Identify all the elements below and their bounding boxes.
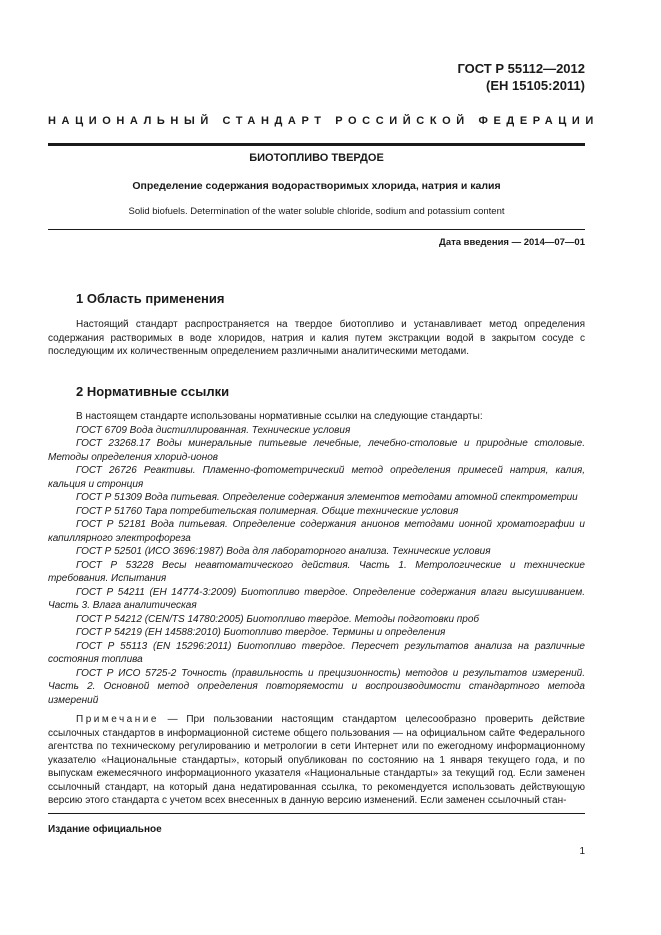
- note-label: Примечание: [76, 714, 159, 725]
- footer-rule: [48, 813, 585, 814]
- reference-item: ГОСТ Р 54211 (ЕН 14774-3:2009) Биотопливо твердое. Определение содержания влаги высушиванием. Часть 3. Влага аналитическая: [48, 586, 585, 611]
- english-title: Solid biofuels. Determination of the water soluble chloride, sodium and potassium content: [128, 206, 505, 217]
- edition-label: Издание официальное: [48, 824, 162, 835]
- document-subtitle: Определение содержания водорастворимых хлорида, натрия и калия: [132, 180, 501, 192]
- page-number: 1: [579, 846, 585, 857]
- reference-item: ГОСТ Р 52181 Вода питьевая. Определение содержания анионов методами ионной хроматографии и капиллярного электрофореза: [48, 519, 585, 544]
- references-lead: В настоящем стандарте использованы нормативные ссылки на следующие стандарты:: [76, 411, 483, 422]
- en-number: (ЕН 15105:2011): [485, 78, 585, 93]
- reference-item: ГОСТ Р 51309 Вода питьевая. Определение содержания элементов методами атомной спектрометрии: [76, 492, 578, 503]
- reference-item: ГОСТ Р 54219 (ЕН 14588:2010) Биотопливо твердое. Термины и определения: [76, 627, 446, 638]
- reference-item: ГОСТ Р 51760 Тара потребительская полимерная. Общие технические условия: [76, 505, 459, 517]
- reference-item: ГОСТ Р 52501 (ИСО 3696:1987) Вода для лабораторного анализа. Технические условия: [76, 546, 491, 557]
- reference-item: ГОСТ 6709 Вода дистиллированная. Технические условия: [76, 424, 351, 436]
- reference-item: ГОСТ 23268.17 Воды минеральные питьевые лечебные, лечебно-столовые и природные столовые. Методы определения хлорид-ионов: [48, 438, 585, 463]
- note-text: — При пользовании настоящим стандартом целесообразно проверить действие ссылочных стандартов в информационной системе общего пользования — на официальном сайте Федерального агентства по техническому регулированию и метрологии в сети Интернет или по ежегодному информационному указателю «Национальные стандарты», который опубликован по состоянию на 1 января текущего года, и по выпускам ежемесячного информационного указателя «Национальные стандарты» за текущий год. Если заменен ссылочный стандарт, на который дана недатированная ссылка, то рекомендуется использовать действующую версию этого стандарта с учетом всех внесенных в данную версию изменений. Если заменен ссылочный стан-: [48, 714, 585, 806]
- section-2-heading: 2 Нормативные ссылки: [76, 384, 230, 399]
- reference-item: ГОСТ Р 55113 (EN 15296:2011) Биотопливо твердое. Пересчет результатов анализа на различные состояния топлива: [48, 640, 585, 665]
- note-paragraph: [48, 713, 585, 808]
- document-title: БИОТОПЛИВО ТВЕРДОЕ: [249, 152, 384, 164]
- reference-item: ГОСТ Р 54212 (CEN/TS 14780:2005) Биотопливо твердое. Методы подготовки проб: [76, 613, 480, 625]
- reference-item: ГОСТ 26726 Реактивы. Пламенно-фотометрический метод определения примесей натрия, калия, кальция и стронция: [48, 465, 585, 490]
- section-1-paragraph: Настоящий стандарт распространяется на твердое биотопливо и устанавливает метод определения содержания растворимых в воде хлоридов, натрия и калия путем экстракции водой в закрытом сосуде с последующим их количественным определением различными аналитическими методами.: [48, 319, 585, 357]
- section-1-heading: 1 Область применения: [76, 291, 225, 306]
- section-1-body: [48, 318, 585, 359]
- reference-item: ГОСТ Р ИСО 5725-2 Точность (правильность и прецизионность) методов и результатов измерений. Часть 2. Основной метод определения повторяемости и воспроизводимости стандартного метода измерений: [48, 667, 585, 706]
- section-2-body: [48, 410, 585, 808]
- gost-number: ГОСТ Р 55112—2012: [457, 61, 585, 76]
- gost-identifier: [457, 60, 585, 94]
- reference-item: ГОСТ Р 53228 Весы неавтоматического действия. Часть 1. Метрологические и технические требования. Испытания: [48, 559, 585, 584]
- national-standard-banner: НАЦИОНАЛЬНЫЙ СТАНДАРТ РОССИЙСКОЙ ФЕДЕРАЦИИ: [48, 115, 599, 127]
- introduction-date: Дата введения — 2014—07—01: [439, 237, 585, 248]
- header-rule: [48, 143, 585, 146]
- title-rule: [48, 229, 585, 230]
